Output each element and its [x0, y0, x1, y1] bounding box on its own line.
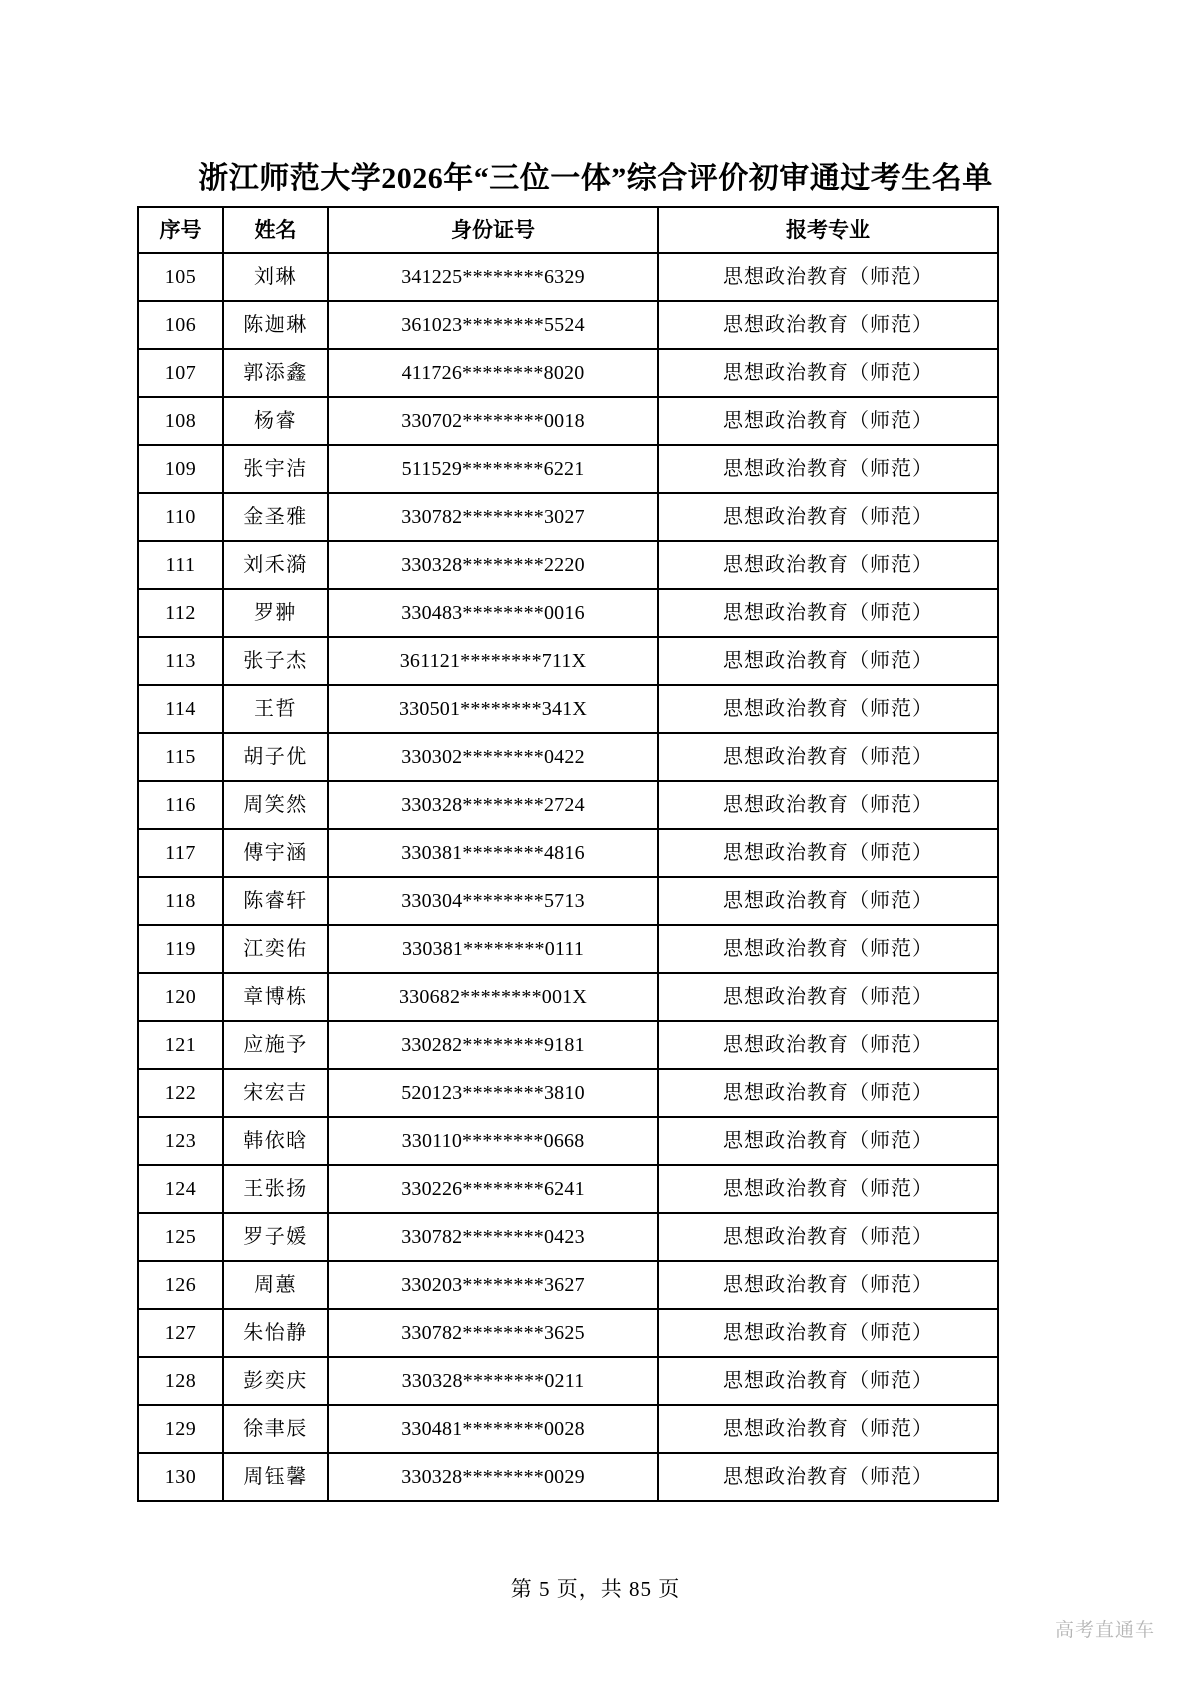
cell-major: 思想政治教育（师范）	[658, 301, 998, 349]
cell-name: 宋宏吉	[223, 1069, 328, 1117]
cell-major: 思想政治教育（师范）	[658, 1213, 998, 1261]
table-row	[138, 1021, 998, 1069]
cell-index: 107	[138, 349, 223, 397]
cell-id-number: 411726********8020	[328, 349, 658, 397]
cell-major: 思想政治教育（师范）	[658, 1405, 998, 1453]
table-row	[138, 397, 998, 445]
cell-id-number: 330381********4816	[328, 829, 658, 877]
cell-index: 130	[138, 1453, 223, 1501]
cell-id-number: 330782********3027	[328, 493, 658, 541]
cell-index: 106	[138, 301, 223, 349]
cell-index: 113	[138, 637, 223, 685]
table-row	[138, 685, 998, 733]
cell-index: 119	[138, 925, 223, 973]
cell-id-number: 330501********341X	[328, 685, 658, 733]
cell-index: 116	[138, 781, 223, 829]
table-row	[138, 829, 998, 877]
cell-name: 韩依晗	[223, 1117, 328, 1165]
column-header-major: 报考专业	[658, 207, 998, 253]
cell-index: 117	[138, 829, 223, 877]
cell-major: 思想政治教育（师范）	[658, 1021, 998, 1069]
cell-name: 陈睿轩	[223, 877, 328, 925]
cell-name: 章博栋	[223, 973, 328, 1021]
cell-name: 周笑然	[223, 781, 328, 829]
cell-major: 思想政治教育（师范）	[658, 1117, 998, 1165]
cell-id-number: 330304********5713	[328, 877, 658, 925]
cell-id-number: 330328********0211	[328, 1357, 658, 1405]
cell-index: 125	[138, 1213, 223, 1261]
cell-name: 王哲	[223, 685, 328, 733]
cell-major: 思想政治教育（师范）	[658, 1069, 998, 1117]
cell-name: 张宇洁	[223, 445, 328, 493]
cell-index: 126	[138, 1261, 223, 1309]
cell-index: 105	[138, 253, 223, 301]
cell-major: 思想政治教育（师范）	[658, 685, 998, 733]
table-row	[138, 1069, 998, 1117]
table-row	[138, 877, 998, 925]
cell-id-number: 330302********0422	[328, 733, 658, 781]
column-header-name: 姓名	[223, 207, 328, 253]
page-title: 浙江师范大学2026年“三位一体”综合评价初审通过考生名单	[198, 162, 993, 196]
cell-index: 122	[138, 1069, 223, 1117]
cell-major: 思想政治教育（师范）	[658, 1165, 998, 1213]
table-body	[138, 253, 998, 1501]
cell-name: 彭奕庆	[223, 1357, 328, 1405]
table-row	[138, 493, 998, 541]
cell-id-number: 361121********711X	[328, 637, 658, 685]
table-row	[138, 301, 998, 349]
cell-id-number: 330328********0029	[328, 1453, 658, 1501]
cell-id-number: 330328********2220	[328, 541, 658, 589]
cell-id-number: 330203********3627	[328, 1261, 658, 1309]
cell-major: 思想政治教育（师范）	[658, 829, 998, 877]
cell-index: 118	[138, 877, 223, 925]
cell-name: 傅宇涵	[223, 829, 328, 877]
table-row	[138, 925, 998, 973]
cell-id-number: 330782********3625	[328, 1309, 658, 1357]
table-row	[138, 781, 998, 829]
table-row	[138, 1405, 998, 1453]
cell-name: 张子杰	[223, 637, 328, 685]
table-row	[138, 637, 998, 685]
table-row	[138, 253, 998, 301]
cell-index: 121	[138, 1021, 223, 1069]
cell-index: 129	[138, 1405, 223, 1453]
cell-id-number: 511529********6221	[328, 445, 658, 493]
cell-name: 郭添鑫	[223, 349, 328, 397]
cell-major: 思想政治教育（师范）	[658, 637, 998, 685]
table-header-row	[138, 207, 998, 253]
cell-name: 周钰馨	[223, 1453, 328, 1501]
cell-index: 110	[138, 493, 223, 541]
cell-major: 思想政治教育（师范）	[658, 1309, 998, 1357]
cell-major: 思想政治教育（师范）	[658, 973, 998, 1021]
cell-name: 金圣雅	[223, 493, 328, 541]
cell-index: 112	[138, 589, 223, 637]
cell-major: 思想政治教育（师范）	[658, 925, 998, 973]
cell-name: 朱怡静	[223, 1309, 328, 1357]
cell-name: 刘琳	[223, 253, 328, 301]
cell-id-number: 361023********5524	[328, 301, 658, 349]
cell-id-number: 341225********6329	[328, 253, 658, 301]
cell-id-number: 330226********6241	[328, 1165, 658, 1213]
table-row	[138, 733, 998, 781]
cell-name: 周蕙	[223, 1261, 328, 1309]
cell-id-number: 330282********9181	[328, 1021, 658, 1069]
cell-major: 思想政治教育（师范）	[658, 349, 998, 397]
cell-name: 徐聿辰	[223, 1405, 328, 1453]
cell-major: 思想政治教育（师范）	[658, 1261, 998, 1309]
table-row	[138, 1213, 998, 1261]
column-header-index: 序号	[138, 207, 223, 253]
cell-major: 思想政治教育（师范）	[658, 877, 998, 925]
cell-index: 123	[138, 1117, 223, 1165]
table-row	[138, 1117, 998, 1165]
cell-major: 思想政治教育（师范）	[658, 1357, 998, 1405]
cell-id-number: 330682********001X	[328, 973, 658, 1021]
cell-index: 128	[138, 1357, 223, 1405]
cell-index: 111	[138, 541, 223, 589]
cell-id-number: 330481********0028	[328, 1405, 658, 1453]
cell-name: 胡子优	[223, 733, 328, 781]
cell-id-number: 330702********0018	[328, 397, 658, 445]
table-row	[138, 1309, 998, 1357]
table-row	[138, 1453, 998, 1501]
cell-major: 思想政治教育（师范）	[658, 253, 998, 301]
table-header	[138, 207, 998, 253]
cell-name: 应施予	[223, 1021, 328, 1069]
cell-id-number: 330328********2724	[328, 781, 658, 829]
cell-index: 114	[138, 685, 223, 733]
table-row	[138, 589, 998, 637]
cell-name: 罗子媛	[223, 1213, 328, 1261]
table-row	[138, 349, 998, 397]
cell-index: 124	[138, 1165, 223, 1213]
cell-name: 刘禾漪	[223, 541, 328, 589]
cell-major: 思想政治教育（师范）	[658, 1453, 998, 1501]
cell-name: 陈迦琳	[223, 301, 328, 349]
cell-name: 江奕佑	[223, 925, 328, 973]
watermark-label: 高考直通车	[1054, 1620, 1155, 1641]
table-row	[138, 1165, 998, 1213]
table-row	[138, 1357, 998, 1405]
cell-major: 思想政治教育（师范）	[658, 397, 998, 445]
cell-id-number: 520123********3810	[328, 1069, 658, 1117]
cell-major: 思想政治教育（师范）	[658, 781, 998, 829]
cell-id-number: 330483********0016	[328, 589, 658, 637]
cell-id-number: 330782********0423	[328, 1213, 658, 1261]
cell-index: 120	[138, 973, 223, 1021]
cell-major: 思想政治教育（师范）	[658, 733, 998, 781]
table-row	[138, 541, 998, 589]
cell-name: 王张扬	[223, 1165, 328, 1213]
cell-major: 思想政治教育（师范）	[658, 541, 998, 589]
cell-index: 115	[138, 733, 223, 781]
cell-index: 109	[138, 445, 223, 493]
page-number-footer: 第 5 页，共 85 页	[510, 1577, 681, 1601]
cell-major: 思想政治教育（师范）	[658, 493, 998, 541]
cell-index: 108	[138, 397, 223, 445]
table-row	[138, 445, 998, 493]
cell-major: 思想政治教育（师范）	[658, 445, 998, 493]
cell-major: 思想政治教育（师范）	[658, 589, 998, 637]
column-header-id: 身份证号	[328, 207, 658, 253]
cell-id-number: 330381********0111	[328, 925, 658, 973]
cell-id-number: 330110********0668	[328, 1117, 658, 1165]
table-row	[138, 1261, 998, 1309]
cell-index: 127	[138, 1309, 223, 1357]
table-row	[138, 973, 998, 1021]
cell-name: 罗翀	[223, 589, 328, 637]
candidate-roster-table	[137, 206, 999, 1502]
cell-name: 杨睿	[223, 397, 328, 445]
